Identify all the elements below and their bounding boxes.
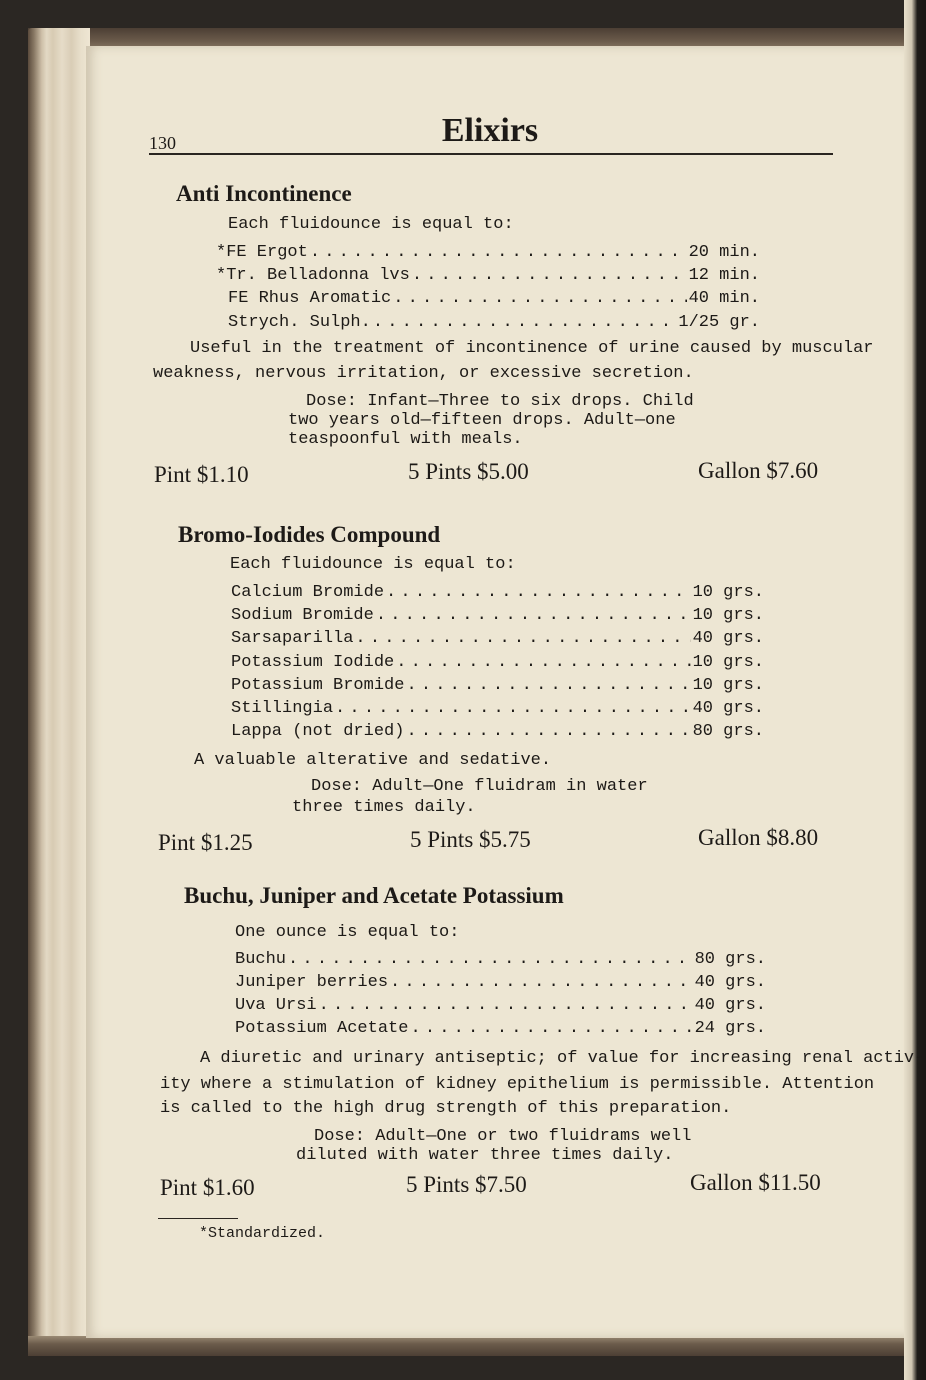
- description-line: A diuretic and urinary antiseptic; of value for increasing renal activ-: [200, 1049, 925, 1068]
- leader-dots: [376, 606, 691, 625]
- ingredient-amount: 80 grs.: [692, 722, 764, 741]
- ingredient-row: [231, 629, 764, 648]
- price-pint: Pint $1.25: [158, 830, 253, 855]
- ingredient-row: [231, 699, 764, 718]
- leader-dots: [355, 629, 690, 648]
- page-number: 130: [149, 133, 176, 153]
- footnote-rule: [158, 1218, 238, 1219]
- ingredient-row: [231, 606, 764, 625]
- leader-dots: [373, 313, 677, 332]
- ingredient-row: [228, 289, 760, 308]
- leader-dots: [406, 676, 690, 695]
- ingredient-name: Uva Ursi: [235, 996, 317, 1015]
- section-title: Buchu, Juniper and Acetate Potassium: [184, 883, 564, 908]
- ingredient-row: [231, 653, 764, 672]
- leader-dots: [319, 996, 693, 1015]
- ingredient-row: [216, 266, 760, 285]
- ingredient-amount: 40 grs.: [692, 629, 764, 648]
- description-line: ity where a stimulation of kidney epithelium is permissible. Attention: [160, 1075, 875, 1094]
- leader-dots: [310, 243, 687, 262]
- ingredient-row: [235, 973, 766, 992]
- price-pint: Pint $1.10: [154, 462, 249, 487]
- leader-dots: [386, 583, 691, 602]
- price-gallon: Gallon $7.60: [698, 458, 819, 483]
- dose-line: Dose: Adult—One fluidram in water: [311, 777, 648, 796]
- description-line: A valuable alterative and sedative.: [194, 751, 552, 770]
- footnote: *Standardized.: [199, 1225, 326, 1242]
- ingredient-row: [235, 1019, 766, 1038]
- ingredient-amount: 1/25 gr.: [678, 313, 760, 332]
- section-title: Bromo-Iodides Compound: [178, 522, 441, 547]
- ingredient-name: Potassium Bromide: [231, 676, 405, 695]
- ingredient-amount: 10 grs.: [692, 583, 764, 602]
- leader-dots: [406, 722, 690, 741]
- facing-page-edge: [904, 0, 926, 1380]
- page-title: Elixirs: [441, 112, 539, 149]
- dose-line: Dose: Infant—Three to six drops. Child: [306, 392, 694, 411]
- ingredient-amount: 40 min.: [688, 289, 760, 308]
- description-line: is called to the high drug strength of this preparation.: [160, 1099, 732, 1118]
- book-edge-bottom: [28, 1336, 908, 1356]
- ingredient-name: Potassium Acetate: [235, 1019, 409, 1038]
- ingredient-name: Stillingia: [231, 699, 334, 718]
- ingredient-amount: 40 grs.: [692, 699, 764, 718]
- price-pint: Pint $1.60: [160, 1175, 255, 1200]
- ingredient-name: Lappa (not dried): [231, 722, 405, 741]
- description-line: Useful in the treatment of incontinence of urine caused by muscular: [190, 339, 874, 358]
- section-title: Anti Incontinence: [176, 181, 352, 206]
- section-intro: Each fluidounce is equal to:: [228, 215, 514, 234]
- leader-dots: [335, 699, 691, 718]
- ingredient-row: [235, 996, 766, 1015]
- ingredient-amount: 40 grs.: [694, 973, 766, 992]
- ingredient-amount: 40 grs.: [694, 996, 766, 1015]
- price-five-pints: 5 Pints $7.50: [406, 1172, 527, 1197]
- header-rule: [149, 153, 833, 155]
- leader-dots: [412, 266, 687, 285]
- ingredient-amount: 80 grs.: [694, 950, 766, 969]
- ingredient-name: FE Rhus Aromatic: [228, 289, 392, 308]
- ingredient-amount: 24 grs.: [694, 1019, 766, 1038]
- ingredient-row: [216, 243, 760, 262]
- leader-dots: [410, 1019, 692, 1038]
- ingredient-amount: 10 grs.: [692, 653, 764, 672]
- book-page-edges: [28, 28, 90, 1353]
- ingredient-name: Juniper berries: [235, 973, 389, 992]
- dose-line: teaspoonful with meals.: [288, 430, 523, 449]
- ingredient-name: Buchu: [235, 950, 287, 969]
- ingredient-row: [231, 583, 764, 602]
- description-line: weakness, nervous irritation, or excessive secretion.: [153, 364, 694, 383]
- ingredient-amount: 12 min.: [688, 266, 760, 285]
- dose-line: three times daily.: [292, 798, 476, 817]
- price-gallon: Gallon $11.50: [690, 1170, 821, 1195]
- price-five-pints: 5 Pints $5.75: [410, 827, 531, 852]
- ingredient-row: [228, 313, 760, 332]
- dose-line: two years old—fifteen drops. Adult—one: [288, 411, 676, 430]
- ingredient-name: Potassium Iodide: [231, 653, 395, 672]
- ingredient-name: Strych. Sulph.: [228, 313, 371, 332]
- ingredient-amount: 10 grs.: [692, 606, 764, 625]
- section-intro: One ounce is equal to:: [235, 923, 460, 942]
- ingredient-row: [235, 950, 766, 969]
- leader-dots: [390, 973, 693, 992]
- ingredient-name: Sarsaparilla: [231, 629, 354, 648]
- section-intro: Each fluidounce is equal to:: [230, 555, 516, 574]
- price-gallon: Gallon $8.80: [698, 825, 819, 850]
- ingredient-name: *FE Ergot: [216, 243, 308, 262]
- leader-dots: [288, 950, 693, 969]
- ingredient-name: Calcium Bromide: [231, 583, 385, 602]
- ingredient-name: *Tr. Belladonna lvs: [216, 266, 410, 285]
- ingredient-row: [231, 722, 764, 741]
- price-five-pints: 5 Pints $5.00: [408, 459, 529, 484]
- ingredient-name: Sodium Bromide: [231, 606, 374, 625]
- ingredient-amount: 10 grs.: [692, 676, 764, 695]
- ingredient-row: [231, 676, 764, 695]
- ingredient-amount: 20 min.: [688, 243, 760, 262]
- leader-dots: [396, 653, 690, 672]
- dose-line: diluted with water three times daily.: [296, 1146, 674, 1165]
- leader-dots: [393, 289, 686, 308]
- dose-line: Dose: Adult—One or two fluidrams well: [314, 1127, 692, 1146]
